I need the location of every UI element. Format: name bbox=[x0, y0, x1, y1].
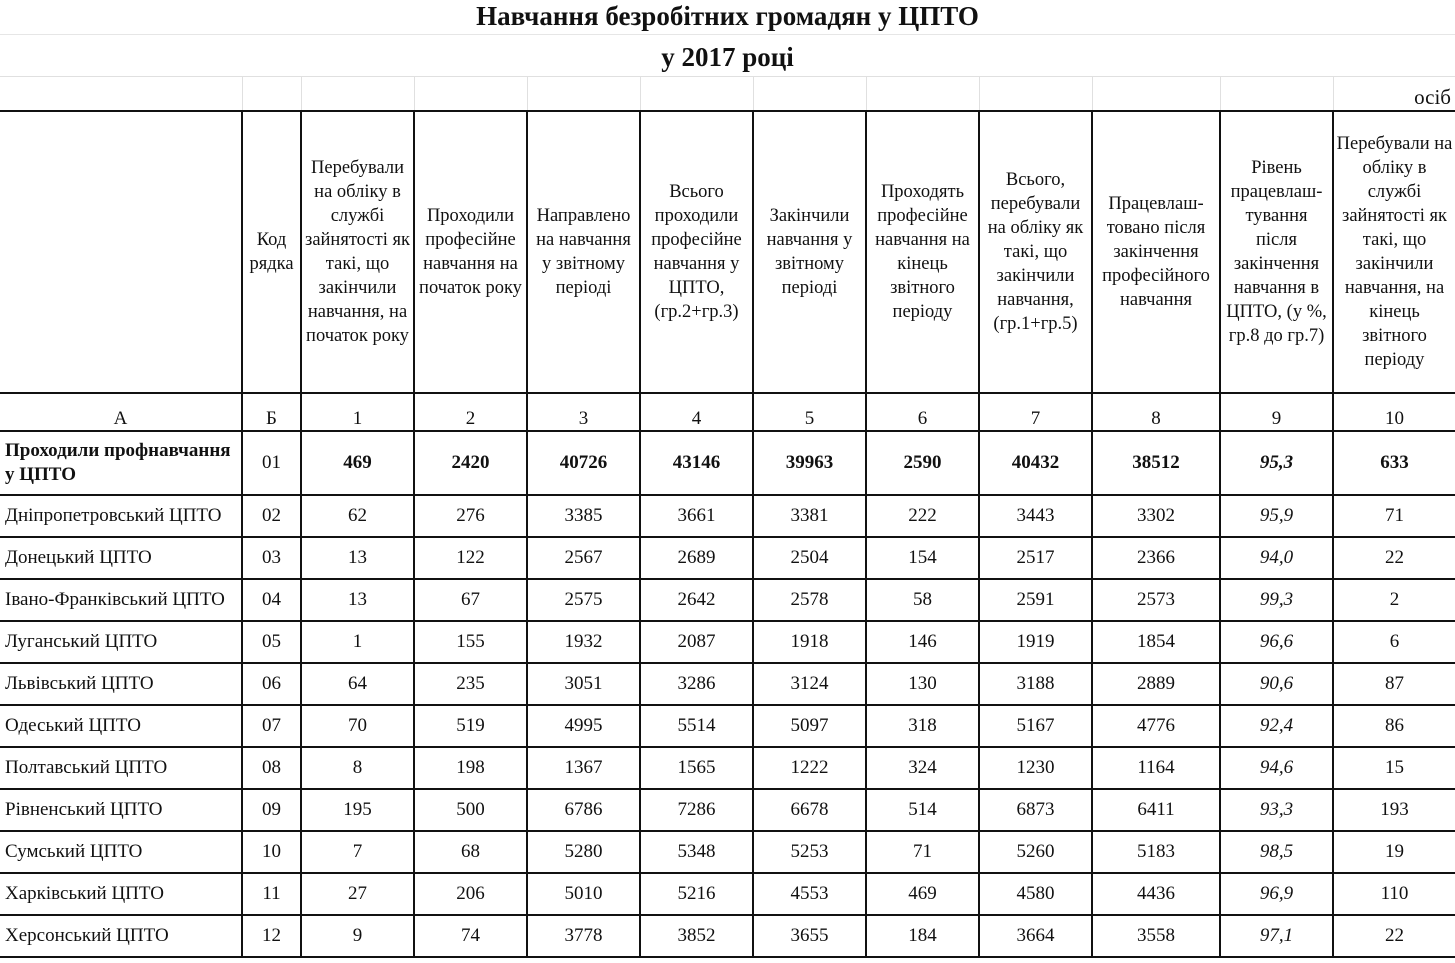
table-cell: 235 bbox=[414, 663, 527, 705]
table-cell: 08 bbox=[242, 747, 301, 789]
table-cell: 193 bbox=[1333, 789, 1455, 831]
table-cell: 6786 bbox=[527, 789, 640, 831]
table-cell: 5097 bbox=[753, 705, 866, 747]
column-number-2: 1 bbox=[301, 393, 414, 431]
table-cell: 2573 bbox=[1092, 579, 1220, 621]
page-title: Навчання безробітних громадян у ЦПТО bbox=[476, 1, 979, 31]
table-cell: 1854 bbox=[1092, 621, 1220, 663]
total-row-label: Проходили профнавчання у ЦПТО bbox=[0, 431, 242, 495]
table-cell: 68 bbox=[414, 831, 527, 873]
column-header-9: Працевлаш-товано після закінчення професійного навчання bbox=[1092, 111, 1220, 393]
table-cell: 3661 bbox=[640, 495, 753, 537]
total-cell: 01 bbox=[242, 431, 301, 495]
table-cell: 2591 bbox=[979, 579, 1092, 621]
column-header-10: Рівень працевлаш-тування після закінчення навчання в ЦПТО, (у %, гр.8 до гр.7) bbox=[1220, 111, 1333, 393]
table-cell: 6873 bbox=[979, 789, 1092, 831]
table-cell: 1 bbox=[301, 621, 414, 663]
column-number-1: Б bbox=[242, 393, 301, 431]
column-header-2: Перебували на обліку в службі зайнятості як такі, що закінчили навчання, на початок року bbox=[301, 111, 414, 393]
table-cell: 3302 bbox=[1092, 495, 1220, 537]
column-header-11: Перебували на обліку в службі зайнятості як такі, що закінчили навчання, на кінець звітного періоду bbox=[1333, 111, 1455, 393]
table-cell: 03 bbox=[242, 537, 301, 579]
header-row bbox=[0, 111, 1455, 393]
table-cell: 2889 bbox=[1092, 663, 1220, 705]
table-cell: 09 bbox=[242, 789, 301, 831]
table-cell: 4995 bbox=[527, 705, 640, 747]
table-cell: 15 bbox=[1333, 747, 1455, 789]
table-cell: 22 bbox=[1333, 537, 1455, 579]
table-cell: 13 bbox=[301, 579, 414, 621]
total-cell: 2590 bbox=[866, 431, 979, 495]
region-name: Дніпропетровський ЦПТО bbox=[0, 495, 242, 537]
table-cell: 3124 bbox=[753, 663, 866, 705]
region-name: Івано-Франківський ЦПТО bbox=[0, 579, 242, 621]
table-cell: 3385 bbox=[527, 495, 640, 537]
table-cell: 87 bbox=[1333, 663, 1455, 705]
table-row bbox=[0, 663, 1455, 705]
column-number-6: 5 bbox=[753, 393, 866, 431]
table-cell: 4580 bbox=[979, 873, 1092, 915]
column-header-4: Направлено на навчання у звітному періоді bbox=[527, 111, 640, 393]
unit-label: осіб bbox=[1333, 77, 1455, 112]
table-cell: 2504 bbox=[753, 537, 866, 579]
table-cell: 5514 bbox=[640, 705, 753, 747]
column-number-11: 10 bbox=[1333, 393, 1455, 431]
table-cell: 02 bbox=[242, 495, 301, 537]
table-cell: 7286 bbox=[640, 789, 753, 831]
table-cell: 3381 bbox=[753, 495, 866, 537]
table-cell: 500 bbox=[414, 789, 527, 831]
table-cell: 6 bbox=[1333, 621, 1455, 663]
table-row bbox=[0, 537, 1455, 579]
table-cell: 04 bbox=[242, 579, 301, 621]
title-divider bbox=[0, 34, 1455, 35]
total-row bbox=[0, 431, 1455, 495]
table-cell: 4553 bbox=[753, 873, 866, 915]
total-cell: 43146 bbox=[640, 431, 753, 495]
table-row bbox=[0, 621, 1455, 663]
table-cell: 3655 bbox=[753, 915, 866, 957]
column-header-7: Проходять професійне навчання на кінець звітного періоду bbox=[866, 111, 979, 393]
table-cell: 06 bbox=[242, 663, 301, 705]
table-cell: 2642 bbox=[640, 579, 753, 621]
column-number-row bbox=[0, 393, 1455, 431]
table-cell: 3664 bbox=[979, 915, 1092, 957]
table-cell: 64 bbox=[301, 663, 414, 705]
table-cell: 05 bbox=[242, 621, 301, 663]
table-cell: 2575 bbox=[527, 579, 640, 621]
table-cell: 1919 bbox=[979, 621, 1092, 663]
table-cell: 5253 bbox=[753, 831, 866, 873]
table-row bbox=[0, 873, 1455, 915]
column-number-10: 9 bbox=[1220, 393, 1333, 431]
table-cell: 519 bbox=[414, 705, 527, 747]
table-row bbox=[0, 495, 1455, 537]
table-cell: 5216 bbox=[640, 873, 753, 915]
region-name: Луганський ЦПТО bbox=[0, 621, 242, 663]
training-table bbox=[0, 76, 1455, 958]
table-cell: 7 bbox=[301, 831, 414, 873]
table-cell: 184 bbox=[866, 915, 979, 957]
table-cell: 1918 bbox=[753, 621, 866, 663]
region-name: Донецький ЦПТО bbox=[0, 537, 242, 579]
table-cell: 1222 bbox=[753, 747, 866, 789]
table-cell: 11 bbox=[242, 873, 301, 915]
table-cell: 1230 bbox=[979, 747, 1092, 789]
region-name: Рівненський ЦПТО bbox=[0, 789, 242, 831]
table-cell: 93,3 bbox=[1220, 789, 1333, 831]
table-cell: 206 bbox=[414, 873, 527, 915]
table-cell: 94,6 bbox=[1220, 747, 1333, 789]
table-cell: 97,1 bbox=[1220, 915, 1333, 957]
column-header-8: Всього, перебували на обліку як такі, що закінчили навчання, (гр.1+гр.5) bbox=[979, 111, 1092, 393]
column-number-5: 4 bbox=[640, 393, 753, 431]
table-row bbox=[0, 747, 1455, 789]
table-cell: 5010 bbox=[527, 873, 640, 915]
table-cell: 3852 bbox=[640, 915, 753, 957]
table-cell: 90,6 bbox=[1220, 663, 1333, 705]
table-row bbox=[0, 579, 1455, 621]
table-cell: 222 bbox=[866, 495, 979, 537]
region-name: Одеський ЦПТО bbox=[0, 705, 242, 747]
region-name: Львівський ЦПТО bbox=[0, 663, 242, 705]
table-cell: 1164 bbox=[1092, 747, 1220, 789]
table-cell: 27 bbox=[301, 873, 414, 915]
table-cell: 3286 bbox=[640, 663, 753, 705]
table-cell: 5348 bbox=[640, 831, 753, 873]
table-cell: 99,3 bbox=[1220, 579, 1333, 621]
table-cell: 71 bbox=[1333, 495, 1455, 537]
page-subtitle: у 2017 році bbox=[661, 42, 794, 72]
table-cell: 2578 bbox=[753, 579, 866, 621]
table-cell: 1932 bbox=[527, 621, 640, 663]
table-cell: 74 bbox=[414, 915, 527, 957]
table-cell: 146 bbox=[866, 621, 979, 663]
table-cell: 70 bbox=[301, 705, 414, 747]
table-cell: 19 bbox=[1333, 831, 1455, 873]
table-cell: 122 bbox=[414, 537, 527, 579]
table-cell: 10 bbox=[242, 831, 301, 873]
table-cell: 514 bbox=[866, 789, 979, 831]
table-cell: 195 bbox=[301, 789, 414, 831]
table-cell: 4776 bbox=[1092, 705, 1220, 747]
table-row bbox=[0, 831, 1455, 873]
table-cell: 71 bbox=[866, 831, 979, 873]
table-cell: 276 bbox=[414, 495, 527, 537]
table-cell: 22 bbox=[1333, 915, 1455, 957]
table-cell: 3051 bbox=[527, 663, 640, 705]
table-cell: 96,9 bbox=[1220, 873, 1333, 915]
table-row bbox=[0, 705, 1455, 747]
table-cell: 318 bbox=[866, 705, 979, 747]
table-cell: 98,5 bbox=[1220, 831, 1333, 873]
table-cell: 110 bbox=[1333, 873, 1455, 915]
region-name: Харківський ЦПТО bbox=[0, 873, 242, 915]
column-header-1: Код рядка bbox=[242, 111, 301, 393]
table-cell: 8 bbox=[301, 747, 414, 789]
table-row bbox=[0, 915, 1455, 957]
table-cell: 07 bbox=[242, 705, 301, 747]
table-cell: 5183 bbox=[1092, 831, 1220, 873]
total-cell: 2420 bbox=[414, 431, 527, 495]
column-header-3: Проходили професійне навчання на початок року bbox=[414, 111, 527, 393]
table-cell: 155 bbox=[414, 621, 527, 663]
column-number-9: 8 bbox=[1092, 393, 1220, 431]
table-cell: 96,6 bbox=[1220, 621, 1333, 663]
table-cell: 469 bbox=[866, 873, 979, 915]
table-cell: 154 bbox=[866, 537, 979, 579]
total-cell: 38512 bbox=[1092, 431, 1220, 495]
table-cell: 12 bbox=[242, 915, 301, 957]
total-cell: 95,3 bbox=[1220, 431, 1333, 495]
column-number-7: 6 bbox=[866, 393, 979, 431]
column-number-4: 3 bbox=[527, 393, 640, 431]
total-cell: 633 bbox=[1333, 431, 1455, 495]
table-cell: 5167 bbox=[979, 705, 1092, 747]
column-number-0: А bbox=[0, 393, 242, 431]
table-cell: 92,4 bbox=[1220, 705, 1333, 747]
table-cell: 5260 bbox=[979, 831, 1092, 873]
column-header-0 bbox=[0, 111, 242, 393]
table-cell: 198 bbox=[414, 747, 527, 789]
table-cell: 3558 bbox=[1092, 915, 1220, 957]
region-name: Сумський ЦПТО bbox=[0, 831, 242, 873]
table-cell: 3188 bbox=[979, 663, 1092, 705]
table-cell: 67 bbox=[414, 579, 527, 621]
table-cell: 1367 bbox=[527, 747, 640, 789]
table-cell: 324 bbox=[866, 747, 979, 789]
table-cell: 9 bbox=[301, 915, 414, 957]
total-cell: 39963 bbox=[753, 431, 866, 495]
table-cell: 58 bbox=[866, 579, 979, 621]
unit-row bbox=[0, 77, 1455, 112]
table-cell: 2689 bbox=[640, 537, 753, 579]
table-cell: 3778 bbox=[527, 915, 640, 957]
table-cell: 86 bbox=[1333, 705, 1455, 747]
total-cell: 40432 bbox=[979, 431, 1092, 495]
table-cell: 1565 bbox=[640, 747, 753, 789]
column-header-5: Всього проходили професійне навчання у ЦПТО, (гр.2+гр.3) bbox=[640, 111, 753, 393]
table-cell: 2087 bbox=[640, 621, 753, 663]
table-cell: 5280 bbox=[527, 831, 640, 873]
table-cell: 6678 bbox=[753, 789, 866, 831]
table-cell: 62 bbox=[301, 495, 414, 537]
region-name: Херсонський ЦПТО bbox=[0, 915, 242, 957]
table-cell: 4436 bbox=[1092, 873, 1220, 915]
table-cell: 95,9 bbox=[1220, 495, 1333, 537]
column-header-6: Закінчили навчання у звітному періоді bbox=[753, 111, 866, 393]
column-number-3: 2 bbox=[414, 393, 527, 431]
table-cell: 2366 bbox=[1092, 537, 1220, 579]
table-cell: 2517 bbox=[979, 537, 1092, 579]
table-cell: 6411 bbox=[1092, 789, 1220, 831]
table-cell: 94,0 bbox=[1220, 537, 1333, 579]
table-cell: 13 bbox=[301, 537, 414, 579]
total-cell: 469 bbox=[301, 431, 414, 495]
table-cell: 3443 bbox=[979, 495, 1092, 537]
table-row bbox=[0, 789, 1455, 831]
total-cell: 40726 bbox=[527, 431, 640, 495]
table-cell: 2567 bbox=[527, 537, 640, 579]
region-name: Полтавський ЦПТО bbox=[0, 747, 242, 789]
column-number-8: 7 bbox=[979, 393, 1092, 431]
table-cell: 130 bbox=[866, 663, 979, 705]
table-cell: 2 bbox=[1333, 579, 1455, 621]
